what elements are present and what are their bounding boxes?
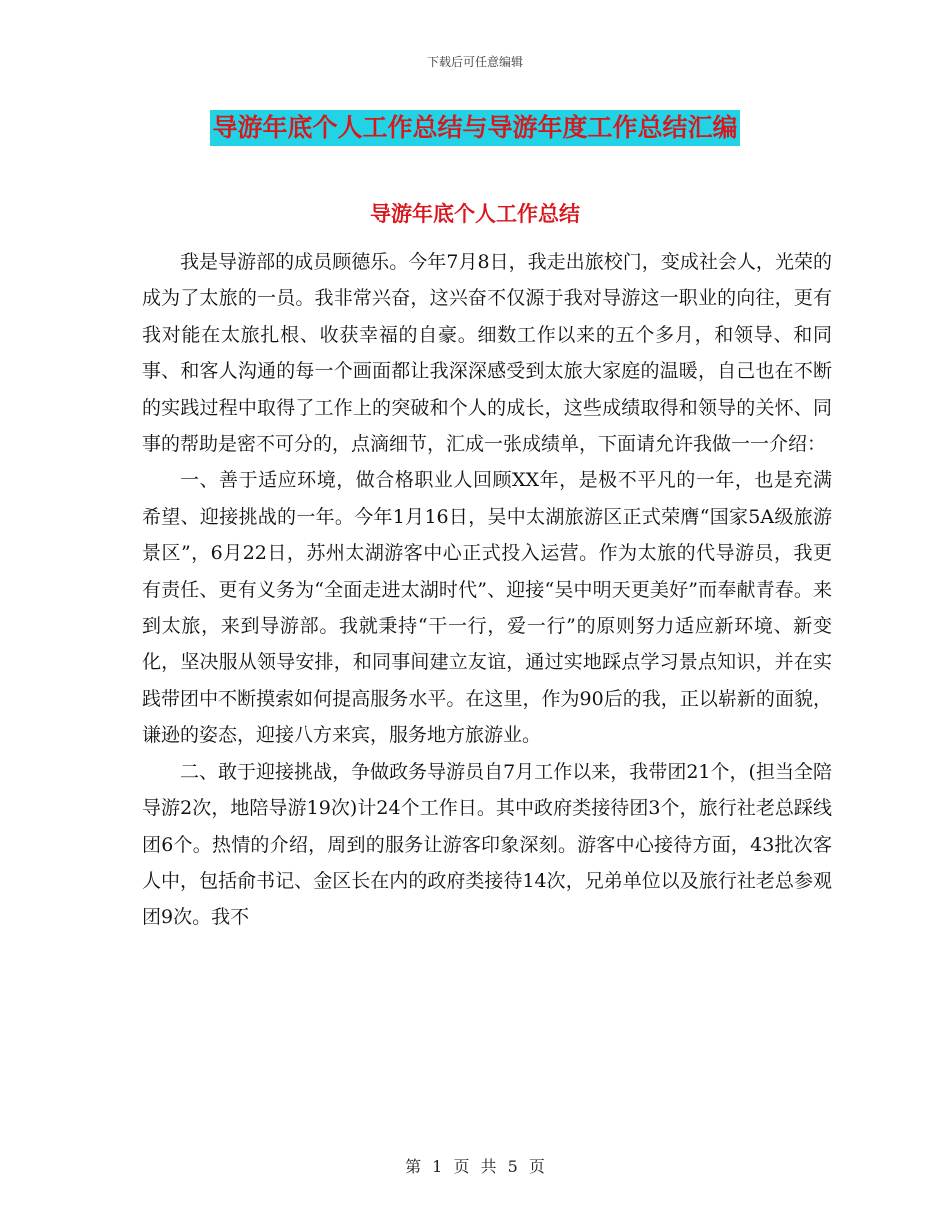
section-title: 导游年底个人工作总结 (370, 201, 580, 226)
document-body (142, 244, 832, 936)
paragraph: 我是导游部的成员顾德乐。今年7月8日，我走出旅校门，变成社会人，光荣的成为了太旅的一员。我非常兴奋，这兴奋不仅源于我对导游这一职业的向往，更有我对能在太旅扎根、收获幸福的自豪。细数工作以来的五个多月，和领导、和同事、和客人沟通的每一个画面都让我深深感受到太旅大家庭的温暖，自己也在不断的实践过程中取得了工作上的突破和个人的成长，这些成绩取得和领导的关怀、同事的帮助是密不可分的，点滴细节，汇成一张成绩单，下面请允许我做一一介绍： (142, 251, 832, 456)
paragraph: 一、善于适应环境，做合格职业人回顾XX年，是极不平凡的一年，也是充满希望、迎接挑战的一年。今年1月16日，吴中太湖旅游区正式荣膺“国家5A级旅游景区”，6月22日，苏州太湖游客中心正式投入运营。作为太旅的代导游员，我更有责任、更有义务为“全面走进太湖时代”、迎接“吴中明天更美好”而奉献青春。来到太旅，来到导游部。我就秉持“干一行，爱一行”的原则努力适应新环境、新变化，坚决服从领导安排，和同事间建立友谊，通过实地踩点学习景点知识，并在实践带团中不断摸索如何提高服务水平。在这里，作为90后的我，正以崭新的面貌，谦逊的姿态，迎接八方来宾，服务地方旅游业。 (142, 469, 832, 747)
page-header-note: 下载后可任意编辑 (426, 55, 523, 69)
document-title: 导游年底个人工作总结与导游年度工作总结汇编 (210, 110, 739, 146)
paragraph: 二、敢于迎接挑战，争做政务导游员自7月工作以来，我带团21个，(担当全陪导游2次，地陪导游19次)计24个工作日。其中政府类接待团3个，旅行社老总踩线团6个。热情的介绍，周到的服务让游客印象深刻。游客中心接待方面，43批次客人中，包括俞书记、金区长在内的政府类接待14次，兄弟单位以及旅行社老总参观团9次。我不 (142, 760, 832, 929)
document-title-container (0, 110, 950, 146)
page-number: 第 1 页 共 5 页 (405, 1157, 545, 1176)
